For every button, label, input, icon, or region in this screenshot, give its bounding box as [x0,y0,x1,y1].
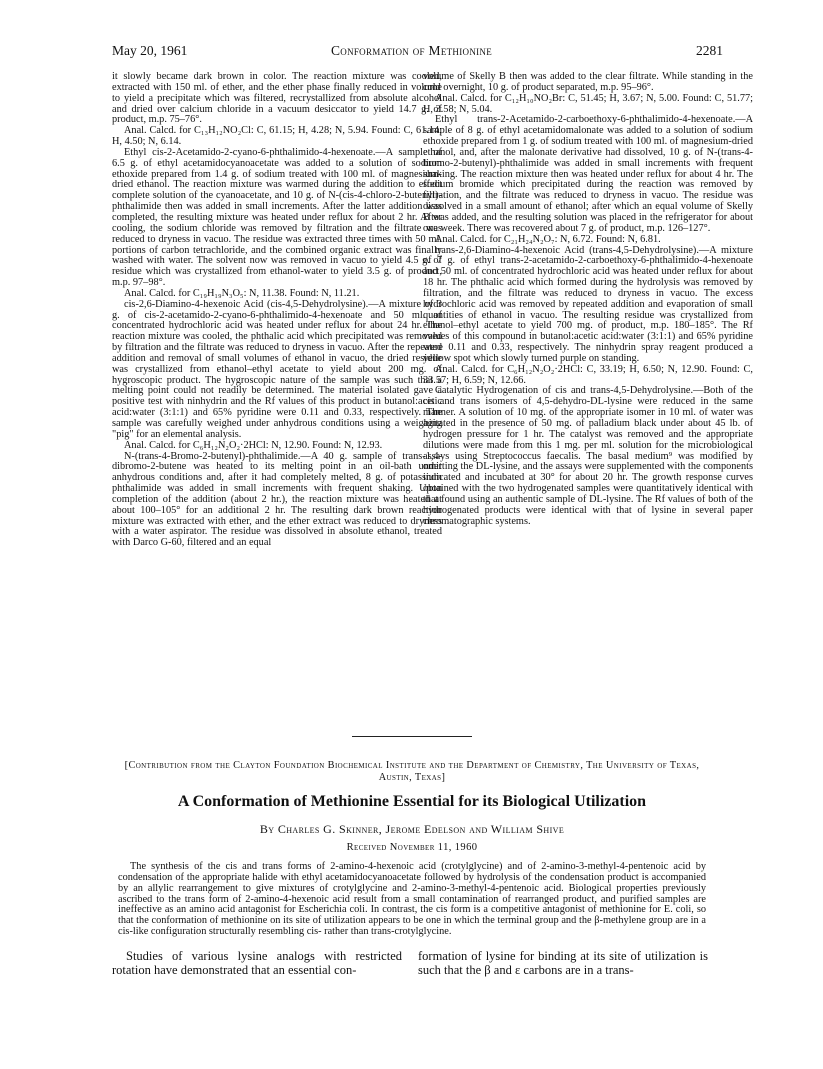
abstract: The synthesis of the cis and trans forms of 2-amino-4-hexenoic acid (crotylglycine) and of 2-amino-3-methyl-4-pentenoic acid by condensation of the appropriate halide with ethyl acetamidocyanoacetate followed by hydrolysis of the condensation product is accompanied by an allylic rearrangement to give mixtures of crotylglycine and 2-amino-3-methyl-4-pentenoic acid. Biological properties previously ascribed to the trans form of 2-amino-4-hexenoic acid result from a small contamination of rearranged product, and purified samples are ineffective as an amino acid antagonist for Escherichia coli. In contrast, the cis form is a competitive antagonist of methionine for E. coli, so that the conformation of methionine on its site of utilization appears to be one in which the terminal group and the β-methylene group are in a cis-like configuration structurally resembling cis- rather than trans-crotylglycine. [118,861,706,938]
paragraph: volume of Skelly B then was added to the clear filtrate. While standing in the cold overnight, 10 g. of product separated, m.p. 95–96°. [423,71,753,93]
paragraph: it slowly became dark brown in color. The reaction mixture was cooled, extracted with 150 ml. of ether, and the ether phase finally reduced in volume to yield a precipitate which was filtered, recrystallized from absolute alcohol and dried over calcium chloride in a vacuum desiccator to yield 14.7 g. of product, m.p. 75–76°. [112,71,442,126]
body-text-left: Studies of various lysine analogs with restricted rotation have demonstrated that an essential con- [112,949,402,977]
paragraph: N-(trans-4-Bromo-2-butenyl)-phthalimide.—A 40 g. sample of trans-1,4-dibromo-2-butene was heated to its melting point in an oil-bath under anhydrous conditions and, after it had completely melted, 8 g. of potassium phthalimide was added in small increments with frequent shaking. Upon completion of the addition (about 2 hr.), the reaction mixture was heated at about 100–105° for an additional 2 hr. The resulting dark brown reaction mixture was extracted with ether, and the ether extract was reduced to dryness with a water aspirator. The residue was dissolved in absolute ethanol, treated with Darco G-60, filtered and an equal [112,450,442,549]
body-text-right: formation of lysine for binding at its site of utilization is such that the β and ε carbons are in a trans- [418,949,708,977]
analysis-paragraph: Anal. Calcd. for C₆H₁₂N₂O₂·2HCl: N, 12.90. Found: N, 12.93. [124,439,383,451]
paragraph: Ethyl cis-2-Acetamido-2-cyano-6-phthalimido-4-hexenoate.—A sample of 6.5 g. of ethyl acetamidocyanoacetate was added to a solution of sodium ethoxide prepared from 1.4 g. of sodium treated with 100 ml. of magnesium-dried ethanol. The reaction mixture was warmed during the addition to effect complete solution of the cyanoacetate, and 10 g. of N-(cis-4-chloro-2-butenyl)-phthalimide then was added in small increments. After the latter addition was completed, the resulting mixture was heated under reflux for about 2 hr. After cooling, the sodium chloride was removed by filtration and the filtrate was reduced to dryness in vacuo. The residue was extracted three times with 50 ml. portions of carbon tetrachloride, and the combined organic extract was finally washed with water. The solvent now was removed in vacuo to yield 4.5 g. of residue which was crystallized from ethanol-water to yield 3.5 g. of product, m.p. 97–98°. [112,146,442,289]
paragraph: cis-2,6-Diamino-4-hexenoic Acid (cis-4,5-Dehydrolysine).—A mixture of 3 g. of cis-2-acetamido-2-cyano-6-phthalimido-4-hexenoate and 50 ml. of concentrated hydrochloric acid was heated under reflux for about 24 hr. The reaction mixture was cooled, the phthalic acid which precipitated was removed by filtration and the filtrate was reduced to dryness in vacuo. After the repeated addition and removal of small volumes of ethanol in vacuo, the dried residue was crystallized from ethanol–ethyl acetate to yield about 200 mg. of hygroscopic product. The hygroscopic nature of the sample was such that a melting point could not readily be determined. The material isolated gave a positive test with ninhydrin and the Rf values of this product in butanol:acetic acid:water (3:1:1) and 65% pyridine were 0.11 and 0.33, respectively. The sample was carefully weighed under anhydrous conditions using a weighing "pig" for an elemental analysis. [112,298,442,440]
analysis-paragraph: Anal. Calcd. for C₁₃H₁₂NO₂Cl: C, 61.15; H, 4.28; N, 5.94. Found: C, 61.14; H, 4.50; N, 6.14. [112,125,442,148]
left-text-column [112,72,442,549]
running-title: Conformation of Methionine [330,43,493,58]
author-line: By Charles G. Skinner, Jerome Edelson and William Shive [259,822,565,836]
right-text-column [423,72,753,527]
received-date: Received November 11, 1960 [346,842,478,853]
analysis-paragraph: Anal. Calcd. for C₁₂H₁₀NO₂Br: C, 51.45; H, 3.67; N, 5.00. Found: C, 51.77; H, 3.58; N, 5.04. [423,92,753,115]
analysis-paragraph: Anal. Calcd. for C₆H₁₂N₂O₂·2HCl: C, 33.19; H, 6.50; N, 12.90. Found: C, 33.57; H, 6.59; N, 12.66. [423,363,753,386]
article-title: A Conformation of Methionine Essential for its Biological Utilization [177,793,647,810]
contribution-note: [Contribution from the Clayton Foundation Biochemical Institute and the Department of Chemistry, The University of Texas, Austin, Texas] [124,760,700,783]
paragraph: Ethyl trans-2-Acetamido-2-carboethoxy-6-phthalimido-4-hexenoate.—A sample of 8 g. of ethyl acetamidomalonate was added to a solution of sodium ethoxide prepared from 1 g. of sodium treated with 100 ml. of magnesium-dried ethanol, and, after the malonate derivative had dissolved, 10 g. of N-(trans-4-bromo-2-butenyl)-phthalimide was added in small increments with frequent shaking. The reaction mixture then was heated under reflux for about 4 hr. The sodium bromide which precipitated during the reaction was removed by filtration, and the filtrate was reduced to dryness in vacuo. The residue was dissolved in a small amount of ethanol; after which an equal volume of Skelly B was added, and the resulting solution was placed in the refrigerator for about one week. There was recovered about 7 g. of product, m.p. 126–127°. [423,114,753,234]
page-number: 2281 [696,43,723,58]
section-divider [352,736,472,737]
paragraph: trans-2,6-Diamino-4-hexenoic Acid (trans-4,5-Dehydrolysine).—A mixture of 7 g. of ethyl trans-2-acetamido-2-carboethoxy-6-phthalimido-4-hexenoate and 50 ml. of concentrated hydrochloric acid was heated under reflux for about 18 hr. The phthalic acid which formed during the hydrolysis was removed by filtration, and the filtrate was reduced to dryness in vacuo. The excess hydrochloric acid was removed by repeated addition and evaporation of small quantities of ethanol in vacuo. The resulting residue was crystallized from ethanol–ethyl acetate to yield 700 mg. of product, m.p. 180–185°. The Rf values of this compound in butanol:acetic acid:water (3:1:1) and 65% pyridine were 0.11 and 0.33, respectively. The ninhydrin spray reagent produced a yellow spot which slowly turned purple on standing. [423,244,753,364]
analysis-paragraph: Anal. Calcd. for C₂₁H₂₄N₂O₇: N, 6.72. Found: N, 6.81. [435,233,661,245]
paragraph: Catalytic Hydrogenation of cis and trans-4,5-Dehydrolysine.—Both of the cis and trans isomers of 4,5-dehydro-DL-lysine were reduced in the same manner. A solution of 10 mg. of the appropriate isomer in 10 ml. of water was agitated in the presence of 50 mg. of palladium black under about 45 lb. of hydrogen pressure for 1 hr. The catalyst was removed and the appropriate dilutions were made from this 1 mg. per ml. solution for the microbiological assays using Streptococcus faecalis. The basal medium⁹ was modified by omitting the DL-lysine, and the assays were supplemented with the components indicated and incubated at 30° for about 20 hr. The growth response curves obtained with the two hydrogenated samples were quantitatively identical with that found using an authentic sample of DL-lysine. The Rf values of both of the hydrogenated products were identical with that of lysine in several paper chromatographic systems. [423,385,753,527]
header-date: May 20, 1961 [112,43,188,58]
analysis-paragraph: Anal. Calcd. for C₁₉H₁₉N₃O₅: N, 11.38. Found: N, 11.21. [124,287,360,299]
